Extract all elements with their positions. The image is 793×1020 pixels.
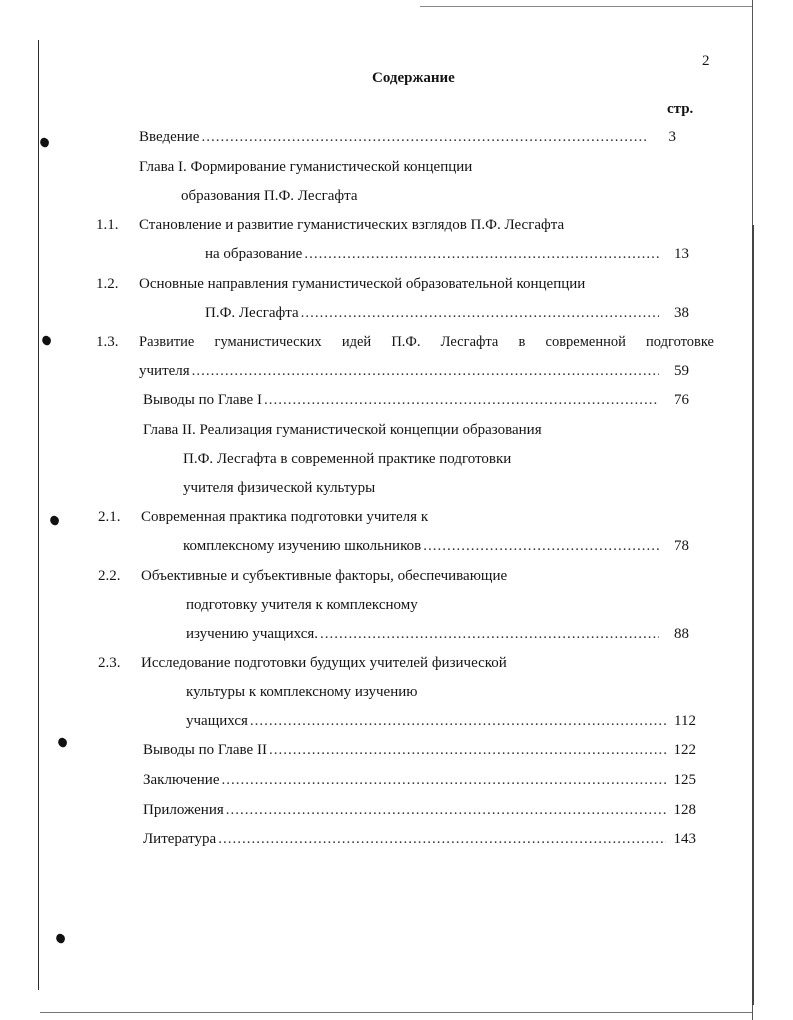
toc-entry-introduction[interactable] — [139, 128, 676, 146]
toc-section-2-1[interactable] — [183, 537, 689, 555]
toc-entry-title: Выводы по Главе II — [143, 742, 267, 758]
toc-entry-page: 59 — [674, 363, 689, 379]
dot-leader — [269, 741, 666, 759]
toc-section-1-3-line1[interactable]: Развитие гуманистических идей П.Ф. Лесгафта в современной подготовке — [139, 334, 714, 350]
toc-section-number: 2.1. — [98, 509, 121, 525]
toc-entry-page: 38 — [674, 305, 689, 321]
toc-section-2-3-line1[interactable]: Исследование подготовки будущих учителей физической — [141, 655, 507, 671]
toc-entry-title: изучению учащихся. — [186, 626, 319, 642]
toc-entry-page: 13 — [674, 246, 689, 262]
dot-leader — [226, 801, 666, 819]
page-title: Содержание — [372, 70, 455, 86]
toc-entry-title: на образование — [205, 246, 303, 262]
toc-conclusions-chapter-1[interactable] — [143, 391, 689, 409]
toc-section-1-2-line1[interactable]: Основные направления гуманистической образовательной концепции — [139, 276, 586, 292]
punch-mark — [41, 335, 53, 347]
toc-section-number: 2.3. — [98, 655, 121, 671]
toc-section-1-1[interactable] — [205, 245, 689, 263]
toc-entry-title: Заключение — [143, 772, 220, 788]
dot-leader — [301, 304, 659, 322]
toc-entry-page: 76 — [674, 392, 689, 408]
page-number: 2 — [702, 53, 710, 69]
dot-leader — [222, 771, 667, 789]
dot-leader — [264, 391, 659, 409]
toc-entry-title: учащихся — [186, 713, 248, 729]
top-scan-edge — [420, 6, 752, 7]
toc-entry-title: учителя — [139, 363, 190, 379]
toc-section-number: 1.1. — [96, 217, 119, 233]
dot-leader — [320, 625, 659, 643]
toc-entry-page: 128 — [673, 802, 696, 818]
toc-entry-page: 143 — [673, 831, 696, 847]
toc-entry-title: П.Ф. Лесгафта — [205, 305, 299, 321]
toc-entry-page: 78 — [674, 538, 689, 554]
toc-chapter-1-line1[interactable]: Глава I. Формирование гуманистической концепции — [139, 159, 473, 175]
toc-section-number: 1.2. — [96, 276, 119, 292]
punch-mark — [55, 933, 67, 945]
toc-bibliography[interactable] — [143, 830, 696, 848]
toc-chapter-2-line1[interactable]: Глава II. Реализация гуманистической концепции образования — [143, 422, 542, 438]
toc-entry-page: 3 — [668, 129, 676, 145]
toc-section-number: 1.3. — [96, 334, 119, 350]
toc-conclusion[interactable] — [143, 771, 696, 789]
toc-section-1-2[interactable] — [205, 304, 689, 322]
toc-section-number: 2.2. — [98, 568, 121, 584]
toc-chapter-2-line3: учителя физической культуры — [183, 480, 376, 496]
toc-section-2-2-line1[interactable]: Объективные и субъективные факторы, обеспечивающие — [141, 568, 508, 584]
bottom-scan-edge — [40, 1012, 752, 1013]
punch-mark — [57, 737, 69, 749]
dot-leader — [304, 245, 659, 263]
page-column-label: стр. — [667, 101, 694, 117]
toc-chapter-2-line2: П.Ф. Лесгафта в современной практике подготовки — [183, 451, 512, 467]
toc-entry-title: Введение — [139, 129, 200, 145]
toc-entry-page: 122 — [673, 742, 696, 758]
toc-section-2-3[interactable] — [186, 712, 696, 730]
toc-section-2-1-line1[interactable]: Современная практика подготовки учителя к — [141, 509, 429, 525]
dot-leader — [192, 362, 659, 380]
toc-section-2-2-line2: подготовку учителя к комплексному — [186, 597, 418, 613]
toc-section-1-1-line1[interactable]: Становление и развитие гуманистических взглядов П.Ф. Лесгафта — [139, 217, 565, 233]
toc-entry-title: комплексному изучению школьников — [183, 538, 422, 554]
toc-conclusions-chapter-2[interactable] — [143, 741, 696, 759]
toc-entry-page: 125 — [673, 772, 696, 788]
dot-leader — [201, 128, 646, 146]
punch-mark — [39, 137, 51, 149]
toc-section-2-2[interactable] — [186, 625, 689, 643]
toc-section-1-3[interactable] — [139, 362, 689, 380]
toc-entry-title: Выводы по Главе I — [143, 392, 262, 408]
dot-leader — [423, 537, 659, 555]
toc-appendices[interactable] — [143, 801, 696, 819]
toc-entry-title: Приложения — [143, 802, 224, 818]
toc-section-2-3-line2: культуры к комплексному изучению — [186, 684, 418, 700]
left-scan-edge — [38, 40, 39, 990]
punch-mark — [49, 515, 61, 527]
dot-leader — [218, 830, 666, 848]
toc-entry-page: 88 — [674, 626, 689, 642]
toc-chapter-1-line2: образования П.Ф. Лесгафта — [181, 188, 358, 204]
toc-entry-title: Литература — [143, 831, 217, 847]
dot-leader — [250, 712, 666, 730]
toc-entry-page: 112 — [674, 713, 696, 729]
right-scan-edge-lower — [752, 225, 754, 1005]
